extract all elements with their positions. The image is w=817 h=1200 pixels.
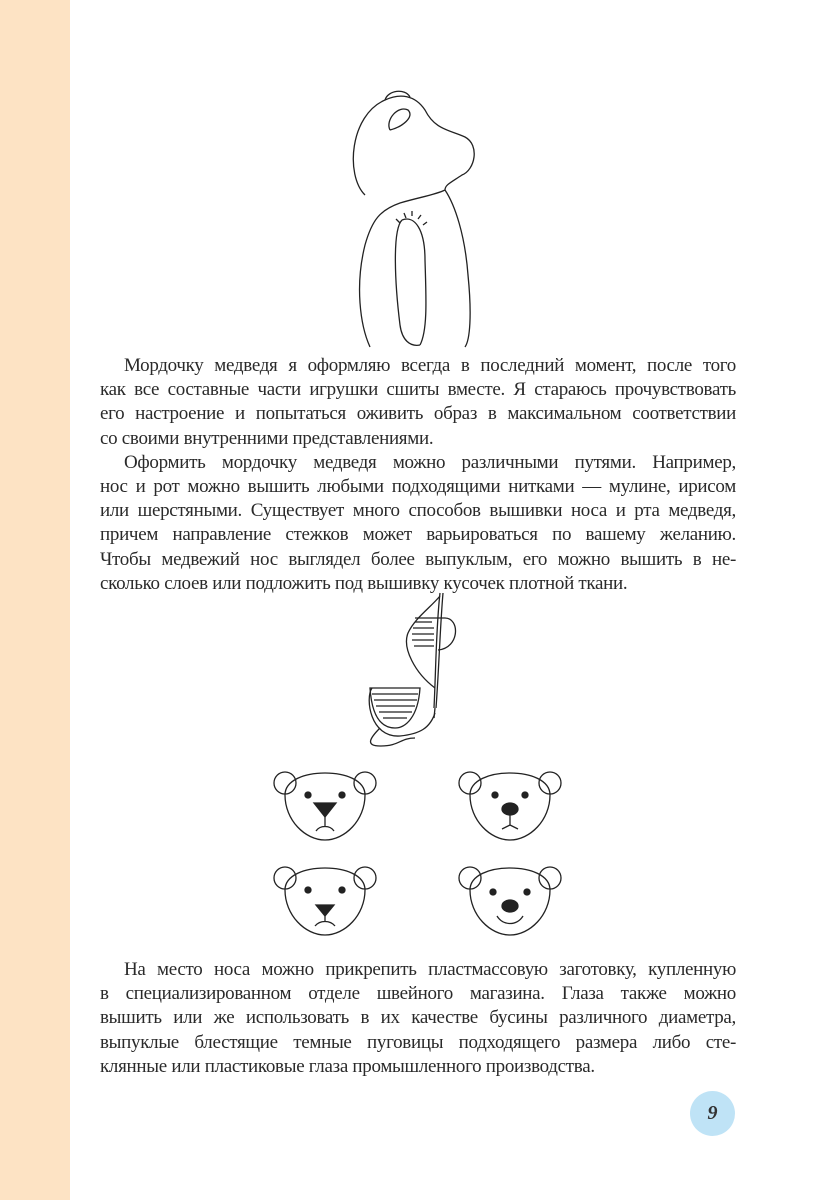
text-line: нос и рот можно вышить любыми подходящими нитками — мулине, ирисом <box>100 475 736 497</box>
text-line: в специализированном отделе швейного магазина. Глаза также можно <box>100 983 736 1005</box>
text-line: причем направление стежков может варьироваться по вашему желанию. <box>100 524 736 546</box>
bear-face-3 <box>270 860 380 940</box>
text-line: Чтобы медвежий нос выглядел более выпуклым, его можно вышить в не- <box>100 548 736 570</box>
text-line: Оформить мордочку медведя можно различными путями. Например, <box>124 451 736 473</box>
bear-face-1 <box>270 765 380 845</box>
text-line: со своими внутренними представлениями. <box>100 427 434 449</box>
text-line: вышить или же использовать в их качестве бусины различного диаметра, <box>100 1007 736 1029</box>
paragraph-3 <box>100 958 736 1079</box>
text-line: клянные или пластиковые глаза промышленного производства. <box>100 1055 595 1077</box>
bear-face-4 <box>455 860 565 940</box>
bear-body-illustration <box>340 85 490 350</box>
text-line: или шерстяными. Существует много способов вышивки носа и рта медведя, <box>100 500 736 522</box>
text-line: его настроение и попытаться оживить образ в максимальном соответствии <box>100 403 736 425</box>
text-line: Мордочку медведя я оформляю всегда в последний момент, после того <box>124 355 736 376</box>
page-number-badge: 9 <box>690 1091 735 1136</box>
paragraph-1 <box>100 354 736 596</box>
bear-face-2 <box>455 765 565 845</box>
text-line: На место носа можно прикрепить пластмассовую заготовку, купленную <box>124 959 736 980</box>
text-line: выпуклые блестящие темные пуговицы подходящего размера либо сте- <box>100 1031 736 1053</box>
nose-stitching-illustration <box>360 588 470 753</box>
page-margin-strip <box>0 0 70 1200</box>
text-line: сколько слоев или подложить под вышивку кусочек плотной ткани. <box>100 572 628 594</box>
text-line: как все составные части игрушки сшиты вместе. Я стараюсь прочувствовать <box>100 379 736 401</box>
